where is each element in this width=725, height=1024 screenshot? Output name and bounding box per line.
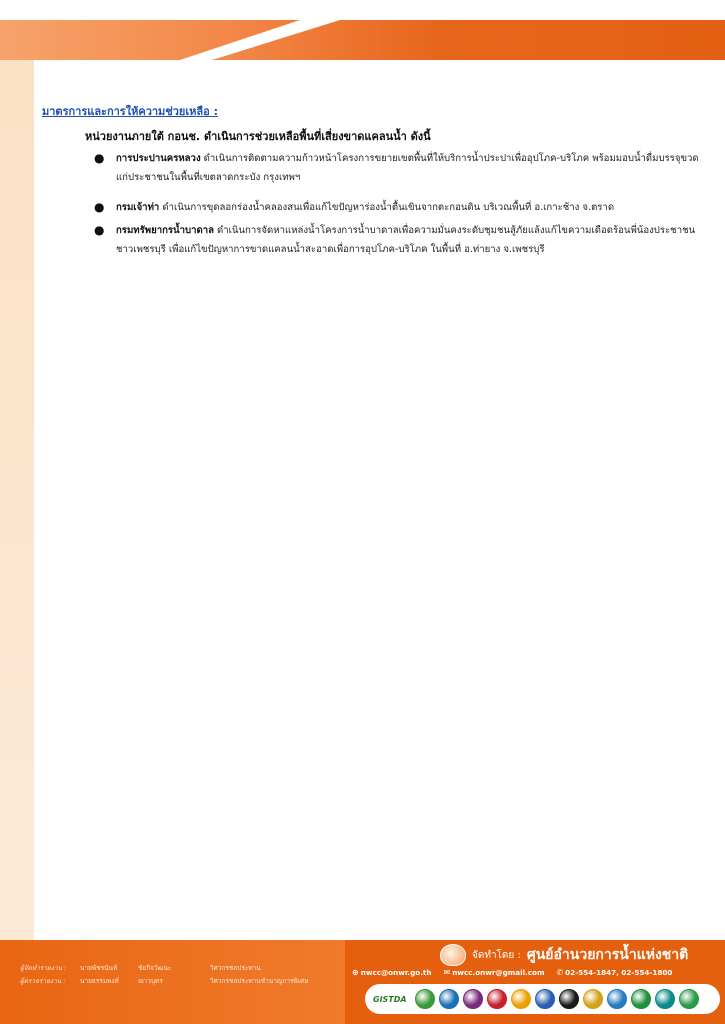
partner-logo — [463, 989, 483, 1009]
list-item — [94, 221, 709, 259]
credit-position: วิศวกรชลประทาน — [210, 964, 261, 972]
report-credits — [20, 962, 350, 988]
bullet-icon: ● — [94, 200, 105, 214]
credit-row-preparer — [20, 962, 350, 975]
subheading: หน่วยงานภายใต้ กอนช. ดำเนินการช่วยเหลือพื้นที่เสี่ยงขาดแคลนน้ำ ดังนี้ — [85, 130, 431, 143]
partner-logo — [631, 989, 651, 1009]
credit-row-reviewer — [20, 975, 350, 988]
contact-email-gmail[interactable]: ✉ nwcc.onwr@gmail.com — [443, 968, 545, 977]
credit-label: ผู้ตรวจรายงาน : — [20, 977, 66, 985]
credit-label: ผู้จัดทำรายงาน : — [20, 964, 67, 972]
credit-last-name: ชัยกิจวัฒนะ — [138, 964, 172, 972]
section-title: มาตรการและการให้ความช่วยเหลือ : — [42, 105, 218, 118]
document-page — [34, 60, 725, 940]
contact-bar — [352, 968, 672, 977]
credit-first-name: นายธรรมพงศ์ — [80, 977, 119, 985]
item-text: ดำเนินการขุดลอกร่องน้ำคลองสนเพื่อแก้ไขปัญหาร่องน้ำตื้นเขินจากตะกอนดิน บริเวณพื้นที่ อ.เกาะช้าง จ.ตราด — [159, 202, 615, 213]
credit-first-name: นายพัชรนันท์ — [80, 964, 118, 972]
item-lead: กรมทรัพยากรน้ำบาดาล — [116, 225, 214, 236]
item-lead: การประปานครหลวง — [116, 153, 201, 164]
partner-logo — [487, 989, 507, 1009]
org-name: ศูนย์อำนวยการน้ำแห่งชาติ — [526, 947, 689, 963]
phone-icon: ✆ — [556, 968, 564, 977]
partner-logo — [583, 989, 603, 1009]
partner-logos-strip — [365, 984, 720, 1014]
org-title — [440, 944, 688, 966]
partner-logo — [559, 989, 579, 1009]
water-drop-mascot-icon — [440, 944, 466, 966]
item-text: ดำเนินการจัดหาแหล่งน้ำโครงการน้ำบาดาลเพื่อความมั่นคงระดับชุมชนสู้ภัยแล้งแก้ไขความเดือดร้อนพี่น้องประชาชนชาวเพชรบุรี เพื่อแก้ไขปัญหาการขาดแคลนน้ำสะอาดเพื่อการอุปโภค-บริโภค ในพื้นที่ อ.ท่ายาง จ.เพชรบุรี — [116, 225, 696, 255]
bullet-icon: ● — [94, 223, 105, 237]
left-margin-strip — [0, 60, 34, 940]
globe-icon: ⊕ — [352, 968, 359, 977]
footer — [0, 940, 725, 1024]
partner-logo — [655, 989, 675, 1009]
prepared-by-label: จัดทำโดย : — [472, 949, 521, 961]
bullet-icon: ● — [94, 151, 105, 165]
list-item — [94, 149, 709, 187]
partner-logo — [439, 989, 459, 1009]
partner-logo — [607, 989, 627, 1009]
item-text: ดำเนินการติดตามความก้าวหน้าโครงการขยายเขตพื้นที่ให้บริการน้ำประปาเพื่ออุปโภค-บริโภค พร้อมมอบน้ำดื่มบรรจุขวดแก่ประชาชนในพื้นที่เขตลาดกระบัง กรุงเทพฯ — [116, 153, 699, 183]
contact-email-official[interactable]: ⊕ nwcc@onwr.go.th — [352, 968, 432, 977]
header-orange-stripe — [0, 20, 725, 60]
item-lead: กรมเจ้าท่า — [116, 202, 160, 213]
partner-logo — [511, 989, 531, 1009]
credit-position: วิศวกรชลประทานชำนาญการพิเศษ — [210, 977, 309, 985]
partner-logo — [535, 989, 555, 1009]
partner-logo — [415, 989, 435, 1009]
list-item — [94, 198, 709, 217]
gistda-logo: GISTDA — [373, 994, 407, 1004]
mail-icon: ✉ — [443, 968, 451, 977]
contact-phone[interactable]: ✆ 02-554-1847, 02-554-1800 — [556, 968, 673, 977]
credit-last-name: ฌาวบุตร — [138, 977, 163, 985]
partner-logo — [679, 989, 699, 1009]
